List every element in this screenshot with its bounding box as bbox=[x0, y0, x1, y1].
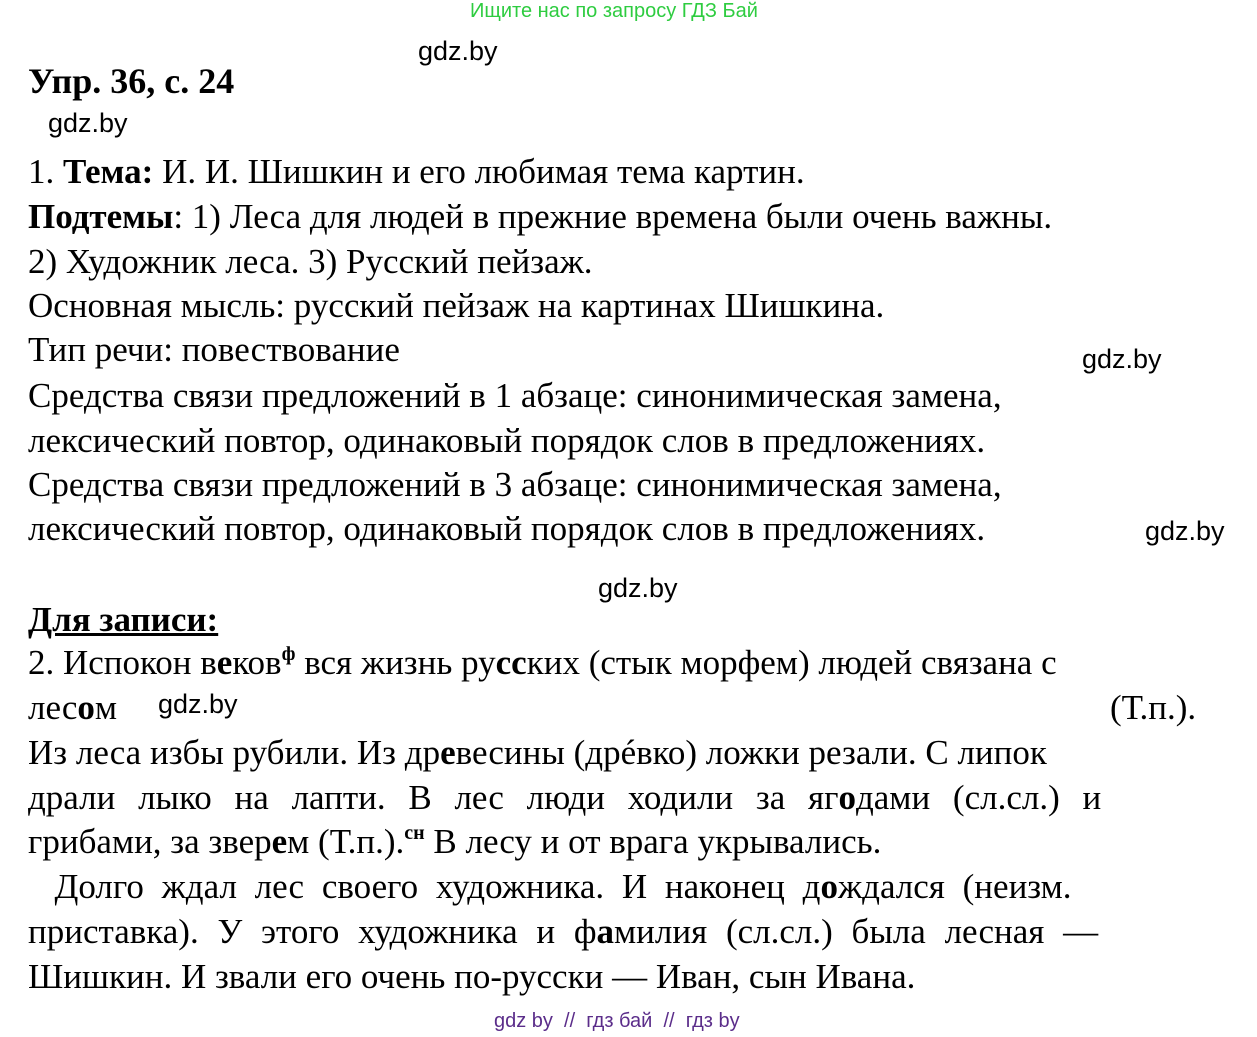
text-run: ждался (неизм. bbox=[837, 867, 1072, 906]
text-run: дами (сл.сл.) и bbox=[855, 778, 1102, 817]
theme-label: Тема: bbox=[63, 152, 154, 191]
exercise-title: Упр. 36, с. 24 bbox=[28, 61, 235, 101]
text-run: вся жизнь ру bbox=[295, 643, 496, 682]
theme-line bbox=[28, 150, 805, 194]
text-run: В лесу и от врага укрывались. bbox=[424, 822, 882, 861]
phonetic-mark: ф bbox=[281, 643, 296, 665]
para2-line-1 bbox=[28, 865, 1072, 909]
text-run: драли лыко на лапти. В лес люди ходили за яг bbox=[28, 778, 839, 817]
links-para3-line-2: лексический повтор, одинаковый порядок слов в предложениях. bbox=[28, 509, 986, 548]
theme-text: И. И. Шишкин и его любимая тема картин. bbox=[162, 152, 805, 191]
para2-line-2 bbox=[28, 910, 1098, 954]
watermark: gdz.by bbox=[418, 36, 498, 66]
spelling-highlight: е bbox=[440, 733, 456, 772]
links-para1-line-2: лексический повтор, одинаковый порядок слов в предложениях. bbox=[28, 421, 986, 460]
text-run: Из леса избы рубили. Из др bbox=[28, 733, 441, 772]
watermark: gdz.by bbox=[48, 108, 128, 138]
spelling-highlight: е bbox=[271, 822, 288, 861]
text-run bbox=[28, 731, 1047, 775]
text-run: м bbox=[94, 688, 118, 727]
para1-line-4 bbox=[28, 776, 1210, 820]
text-run: 2. Испокон в bbox=[28, 643, 217, 682]
watermark: gdz.by bbox=[598, 573, 678, 603]
main-idea: Основная мысль: русский пейзаж на картинах Шишкина. bbox=[28, 286, 885, 325]
para1-line-2 bbox=[28, 686, 117, 730]
text-run: приставка). У этого художника и ф bbox=[28, 912, 597, 951]
for-writing-heading bbox=[28, 598, 218, 642]
para1-line-3 bbox=[28, 731, 1210, 775]
text-run: ких (стык морфем) людей связана с bbox=[526, 643, 1057, 682]
links-para1-line-1: Средства связи предложений в 1 абзаце: синонимическая замена, bbox=[28, 376, 1002, 415]
text-run: лес bbox=[28, 688, 78, 727]
para2-line-3: Шишкин. И звали его очень по-русски — Иван, сын Ивана. bbox=[28, 957, 916, 996]
subthemes-line-1 bbox=[28, 195, 1052, 239]
spelling-highlight: о bbox=[77, 688, 95, 727]
watermark: gdz.by bbox=[1145, 516, 1225, 546]
text-run: ков bbox=[232, 643, 282, 682]
subthemes-label: Подтемы bbox=[28, 197, 174, 236]
sentence-mark: сн bbox=[404, 822, 425, 844]
links-para3-line-1: Средства связи предложений в 3 абзаце: синонимическая замена, bbox=[28, 465, 1002, 504]
subthemes-line-2: 2) Художник леса. 3) Русский пейзаж. bbox=[28, 242, 593, 281]
spelling-highlight: о bbox=[838, 778, 856, 817]
footer-links[interactable]: gdz by // гдз бай // гдз by bbox=[494, 1010, 740, 1032]
text-run: Долго ждал лес своего художника. И наконец д bbox=[28, 867, 821, 906]
text-run: м (Т.п.). bbox=[287, 822, 405, 861]
subthemes-text-1: : 1) Леса для людей в прежние времена были очень важны. bbox=[173, 197, 1053, 236]
para1-line-1 bbox=[28, 641, 1057, 685]
for-writing-label: Для записи: bbox=[28, 600, 219, 639]
spelling-highlight: е bbox=[216, 643, 233, 682]
spelling-highlight: сс bbox=[495, 643, 527, 682]
theme-number: 1. bbox=[28, 152, 55, 191]
para1-line-5 bbox=[28, 820, 881, 864]
watermark: gdz.by bbox=[158, 689, 238, 719]
watermark: gdz.by bbox=[1082, 344, 1162, 374]
para1-case-note: (Т.п.). bbox=[1110, 688, 1197, 727]
spelling-highlight: а bbox=[596, 912, 615, 951]
speech-type: Тип речи: повествование bbox=[28, 330, 400, 369]
top-banner[interactable]: Ищите нас по запросу ГДЗ Бай bbox=[470, 0, 758, 22]
text-run: грибами, за звер bbox=[28, 822, 272, 861]
spelling-highlight: о bbox=[820, 867, 838, 906]
text-run: весины (дрéвко) ложки резали. С липок bbox=[455, 733, 1047, 772]
text-run: милия (сл.сл.) была лесная — bbox=[614, 912, 1099, 951]
